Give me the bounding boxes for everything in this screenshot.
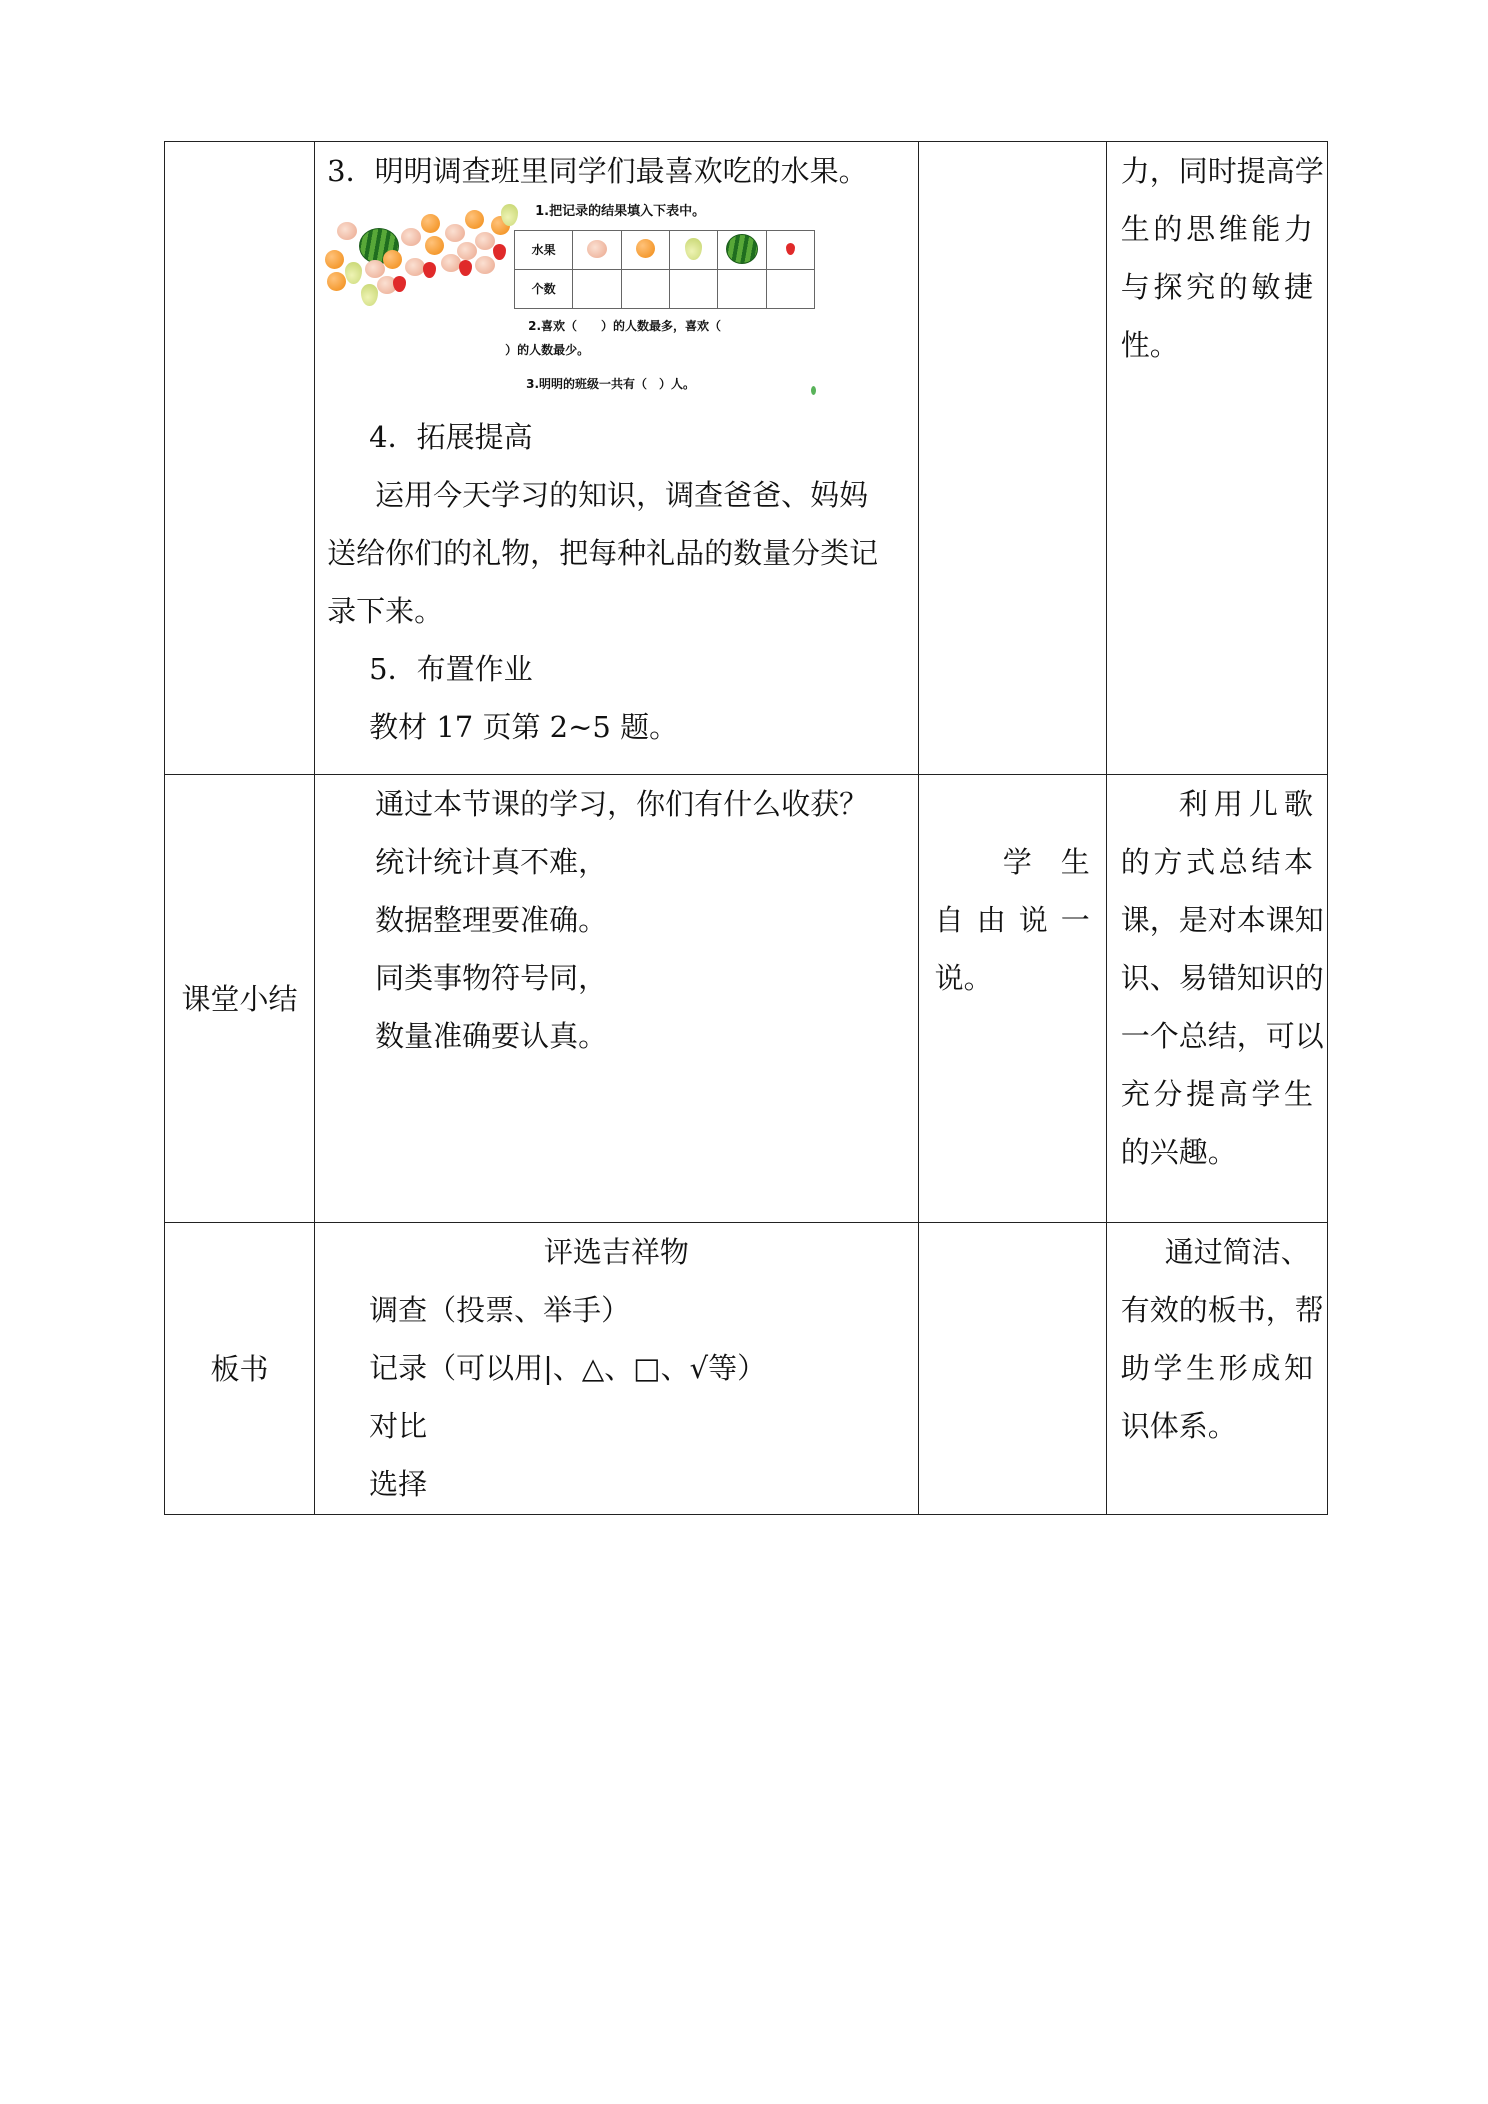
orange-icon: [327, 272, 346, 291]
student-line: 自由说一: [934, 903, 1090, 937]
board-student-cell: [918, 1223, 1106, 1515]
intent-line: 识、易错知识的: [1120, 961, 1324, 995]
count-row: [515, 270, 815, 309]
count-cell: [766, 270, 814, 309]
strawberry-icon: [786, 243, 795, 255]
teacher-activity-cell: [315, 142, 919, 775]
count-cell: [669, 270, 717, 309]
orange-icon: [636, 239, 655, 258]
intent-line: 力，同时提高学: [1120, 154, 1324, 188]
summary-line: 通过本节课的学习，你们有什么收获？: [375, 787, 869, 821]
figure-task1: 1.把记录的结果填入下表中。: [535, 204, 706, 219]
intent-line: 的兴趣。: [1120, 1135, 1237, 1169]
fruit-cell: [621, 231, 669, 270]
pear-icon: [345, 262, 362, 284]
homework-text: 教材 17 页第 2~5 题。: [369, 710, 679, 744]
practice-row: [165, 142, 1328, 775]
design-intent-cell: [1106, 142, 1327, 775]
fruit-count-table: [514, 230, 815, 309]
board-content-cell: [315, 1223, 919, 1515]
intent-line: 与探究的敏捷: [1120, 270, 1313, 304]
board-line: 记录（可以用|、△、□、√等）: [369, 1351, 767, 1385]
apple-icon: [405, 258, 425, 276]
apple-icon: [587, 240, 607, 258]
extension-line-1: 运用今天学习的知识，调查爸爸、妈妈: [375, 478, 869, 512]
figure-task2-line2: ）的人数最少。: [505, 343, 590, 357]
board-line: 选择: [369, 1467, 428, 1501]
board-row: [165, 1223, 1328, 1515]
fruit-cell: [766, 231, 814, 270]
summary-row: [165, 775, 1328, 1223]
count-cell: [718, 270, 767, 309]
count-cell: [573, 270, 621, 309]
board-intent-cell: [1106, 1223, 1327, 1515]
intent-line: 助学生形成知: [1120, 1351, 1313, 1385]
strawberry-icon: [423, 262, 436, 278]
orange-icon: [383, 250, 402, 269]
intent-line: 通过简洁、: [1164, 1235, 1310, 1269]
leaf-icon: [811, 386, 816, 395]
lesson-plan-table: [164, 141, 1328, 1515]
fruit-cell: [669, 231, 717, 270]
strawberry-icon: [393, 276, 406, 292]
fruit-row-label: 水果: [515, 231, 573, 270]
strawberry-icon: [493, 244, 506, 260]
apple-icon: [475, 232, 495, 250]
student-line: 说。: [934, 961, 993, 995]
apple-icon: [401, 228, 421, 246]
intent-line: 生的思维能力: [1120, 212, 1313, 246]
extension-line-3: 录下来。: [327, 594, 444, 628]
fruit-row: [515, 231, 815, 270]
intent-line: 性。: [1120, 328, 1179, 362]
summary-label: 课堂小结: [165, 775, 315, 1223]
intent-line: 利用儿歌: [1178, 787, 1313, 821]
orange-icon: [325, 250, 344, 269]
strawberry-icon: [459, 260, 472, 276]
intent-line: 课，是对本课知: [1120, 903, 1324, 937]
count-row-label: 个数: [515, 270, 573, 309]
apple-icon: [445, 224, 465, 242]
summary-line: 数据整理要准确。: [375, 903, 608, 937]
figure-task3: 3.明明的班级一共有（ ）人。: [526, 377, 696, 391]
extension-heading: 4．拓展提高: [369, 420, 533, 454]
apple-icon: [475, 256, 495, 274]
pear-icon: [501, 204, 518, 226]
orange-icon: [421, 214, 440, 233]
orange-icon: [425, 236, 444, 255]
summary-intent-cell: [1106, 775, 1327, 1223]
pear-icon: [685, 238, 702, 260]
intent-line: 的方式总结本: [1120, 845, 1313, 879]
stage-label-cell: [165, 142, 315, 775]
summary-line: 统计统计真不难，: [375, 845, 608, 879]
summary-teacher-cell: [315, 775, 919, 1223]
student-line: 学 生: [1002, 845, 1090, 879]
intent-line: 有效的板书，帮: [1120, 1293, 1324, 1327]
intent-line: 识体系。: [1120, 1409, 1237, 1443]
apple-icon: [457, 242, 477, 260]
intent-line: 一个总结，可以: [1120, 1019, 1324, 1053]
apple-icon: [441, 254, 461, 272]
fruit-survey-figure: [325, 202, 815, 408]
pear-icon: [361, 284, 378, 306]
board-title: 评选吉祥物: [543, 1235, 689, 1269]
figure-task2-line1: 2.喜欢（ ）的人数最多，喜欢（: [528, 319, 722, 333]
activity-heading: 3．明明调查班里同学们最喜欢吃的水果。: [327, 154, 868, 188]
apple-icon: [337, 222, 357, 240]
count-cell: [621, 270, 669, 309]
board-label: 板书: [165, 1223, 315, 1515]
fruit-cell: [718, 231, 767, 270]
intent-line: 充分提高学生: [1120, 1077, 1313, 1111]
homework-heading: 5．布置作业: [369, 652, 533, 686]
student-activity-cell: [918, 142, 1106, 775]
board-line: 调查（投票、举手）: [369, 1293, 631, 1327]
summary-line: 同类事物符号同，: [375, 961, 608, 995]
watermelon-icon: [726, 234, 758, 264]
summary-line: 数量准确要认真。: [375, 1019, 608, 1053]
board-line: 对比: [369, 1409, 428, 1443]
orange-icon: [465, 210, 484, 229]
fruit-cell: [573, 231, 621, 270]
summary-student-cell: [918, 775, 1106, 1223]
extension-line-2: 送给你们的礼物，把每种礼品的数量分类记: [327, 536, 879, 570]
apple-icon: [365, 260, 385, 278]
